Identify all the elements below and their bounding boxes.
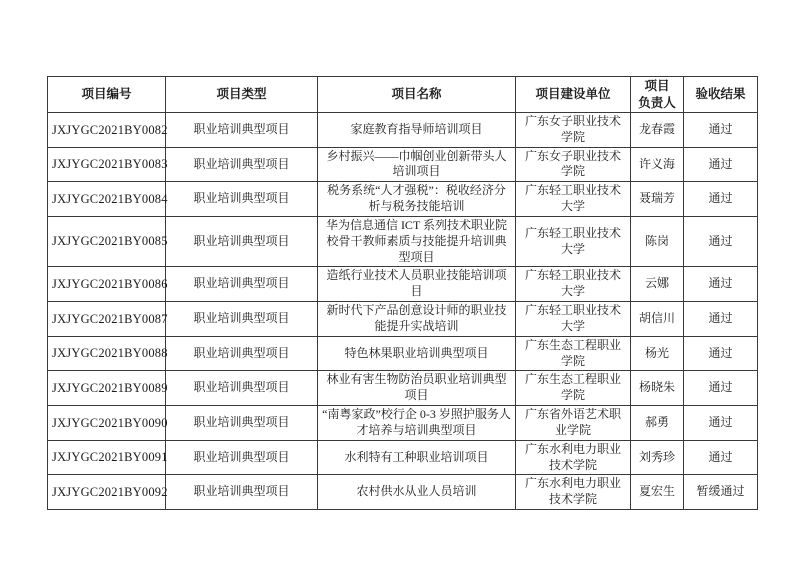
cell-project-code: JXJYGC2021BY0088 [48,336,166,371]
table-row [48,267,758,302]
header-leader-line2: 负责人 [638,95,676,110]
cell-project-code: JXJYGC2021BY0086 [48,267,166,302]
cell-project-code: JXJYGC2021BY0085 [48,216,166,266]
cell-project-leader: 云娜 [631,267,684,302]
cell-result: 通过 [684,336,758,371]
cell-project-type: 职业培训典型项目 [166,182,318,217]
cell-project-code: JXJYGC2021BY0087 [48,302,166,337]
header-cell-result: 验收结果 [684,77,758,113]
header-leader-line1: 项目 [644,79,670,93]
table-row [48,371,758,406]
cell-project-type: 职业培训典型项目 [166,113,318,148]
cell-project-type: 职业培训典型项目 [166,440,318,475]
table-row [48,302,758,337]
cell-result: 通过 [684,406,758,441]
cell-project-leader: 杨晓朱 [631,371,684,406]
cell-project-type: 职业培训典型项目 [166,371,318,406]
cell-project-unit: 广东省外语艺术职业学院 [516,406,631,441]
table-row [48,336,758,371]
cell-project-name: 造纸行业技术人员职业技能培训项目 [318,267,516,302]
cell-result: 通过 [684,182,758,217]
cell-project-name: “南粤家政”校行企 0-3 岁照护服务人才培养与培训典型项目 [318,406,516,441]
cell-project-name: 水利特有工种职业培训项目 [318,440,516,475]
cell-project-leader: 刘秀珍 [631,440,684,475]
cell-project-leader: 许义海 [631,147,684,182]
cell-project-name: 农村供水从业人员培训 [318,475,516,510]
cell-result: 通过 [684,147,758,182]
cell-project-name: 林业有害生物防治员职业培训典型项目 [318,371,516,406]
cell-project-type: 职业培训典型项目 [166,475,318,510]
cell-project-name: 特色林果职业培训典型项目 [318,336,516,371]
cell-project-unit: 广东水利电力职业技术学院 [516,440,631,475]
projects-table [47,76,758,510]
table-header-row [48,77,758,113]
cell-project-unit: 广东女子职业技术学院 [516,147,631,182]
cell-result: 通过 [684,267,758,302]
cell-project-code: JXJYGC2021BY0084 [48,182,166,217]
cell-result: 通过 [684,302,758,337]
cell-project-type: 职业培训典型项目 [166,336,318,371]
header-cell-project-type: 项目类型 [166,77,318,113]
cell-project-name: 乡村振兴——巾帼创业创新带头人培训项目 [318,147,516,182]
cell-project-unit: 广东生态工程职业学院 [516,336,631,371]
cell-project-leader: 杨光 [631,336,684,371]
cell-project-unit: 广东生态工程职业学院 [516,371,631,406]
cell-project-type: 职业培训典型项目 [166,406,318,441]
cell-project-unit: 广东轻工职业技术大学 [516,182,631,217]
cell-result: 通过 [684,371,758,406]
table-row [48,182,758,217]
cell-project-unit: 广东女子职业技术学院 [516,113,631,148]
cell-project-code: JXJYGC2021BY0082 [48,113,166,148]
cell-result: 通过 [684,440,758,475]
cell-result: 通过 [684,113,758,148]
cell-project-type: 职业培训典型项目 [166,147,318,182]
header-cell-project-leader [631,77,684,113]
cell-project-leader: 胡信川 [631,302,684,337]
cell-project-name: 新时代下产品创意设计师的职业技能提升实战培训 [318,302,516,337]
table-row [48,113,758,148]
cell-project-code: JXJYGC2021BY0092 [48,475,166,510]
header-cell-project-unit: 项目建设单位 [516,77,631,113]
table-row [48,216,758,266]
cell-project-leader: 龙春霞 [631,113,684,148]
cell-project-code: JXJYGC2021BY0083 [48,147,166,182]
cell-project-type: 职业培训典型项目 [166,302,318,337]
cell-result: 通过 [684,216,758,266]
cell-project-unit: 广东轻工职业技术大学 [516,302,631,337]
cell-project-type: 职业培训典型项目 [166,216,318,266]
cell-project-leader: 夏宏生 [631,475,684,510]
cell-project-name: 家庭教育指导师培训项目 [318,113,516,148]
cell-project-leader: 陈岗 [631,216,684,266]
cell-result: 暂缓通过 [684,475,758,510]
cell-project-unit: 广东轻工职业技术大学 [516,216,631,266]
cell-project-code: JXJYGC2021BY0091 [48,440,166,475]
table-row [48,406,758,441]
cell-project-type: 职业培训典型项目 [166,267,318,302]
cell-project-unit: 广东轻工职业技术大学 [516,267,631,302]
cell-project-code: JXJYGC2021BY0090 [48,406,166,441]
cell-project-code: JXJYGC2021BY0089 [48,371,166,406]
cell-project-name: 华为信息通信 ICT 系列技术职业院校骨干教师素质与技能提升培训典型项目 [318,216,516,266]
header-cell-project-name: 项目名称 [318,77,516,113]
table-row [48,440,758,475]
cell-project-leader: 聂瑞芳 [631,182,684,217]
cell-project-name: 税务系统“人才强税”：税收经济分析与税务技能培训 [318,182,516,217]
cell-project-leader: 郝勇 [631,406,684,441]
table-row [48,475,758,510]
table-row [48,147,758,182]
header-cell-project-code: 项目编号 [48,77,166,113]
cell-project-unit: 广东水利电力职业技术学院 [516,475,631,510]
